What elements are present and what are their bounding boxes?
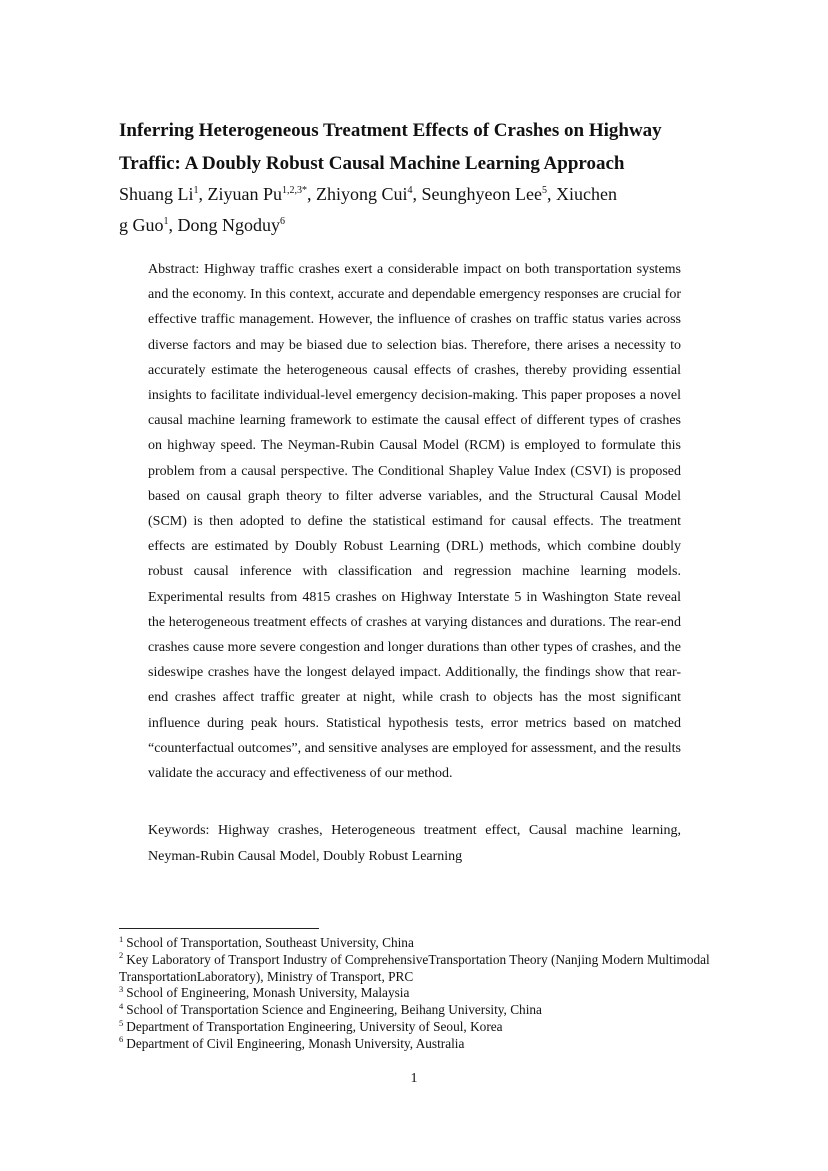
footnote-divider bbox=[119, 928, 319, 929]
footnote-item bbox=[119, 1036, 711, 1053]
footnote-text: Department of Transportation Engineering, University of Seoul, Korea bbox=[126, 1018, 503, 1034]
title-line-1: Inferring Heterogeneous Treatment Effects of Crashes on Highway bbox=[119, 120, 662, 141]
footnote-mark: 2 bbox=[119, 950, 124, 961]
footnote-item bbox=[119, 1019, 711, 1036]
author-name: Ziyuan Pu bbox=[207, 184, 282, 204]
author-name: Shuang Li bbox=[119, 184, 194, 204]
page-number: 1 bbox=[410, 1071, 418, 1086]
author-list bbox=[119, 179, 719, 241]
footnote-mark: 4 bbox=[119, 1000, 124, 1011]
footnote-mark: 6 bbox=[119, 1034, 124, 1045]
footnote-item bbox=[119, 1002, 711, 1019]
footnote-text: School of Transportation Science and Engineering, Beihang University, China bbox=[126, 1002, 542, 1018]
author-name: Zhiyong Cui bbox=[316, 184, 408, 204]
title-line-2: Traffic: A Doubly Robust Causal Machine Learning Approach bbox=[119, 153, 625, 174]
footnote-text: School of Engineering, Monash University, Malaysia bbox=[126, 985, 410, 1001]
author-affiliation: 5 bbox=[541, 185, 547, 196]
author-name: Seunghyeon Lee bbox=[421, 184, 542, 204]
footnote-text: School of Transportation, Southeast University, China bbox=[126, 935, 414, 950]
author-affiliation: 4 bbox=[407, 185, 413, 196]
footnote-mark: 5 bbox=[119, 1017, 124, 1028]
keywords: Keywords: Highway crashes, Heterogeneous treatment effect, Causal machine learning, Neyman-Rubin Causal Model, Doubly Robust Learning bbox=[148, 823, 681, 864]
footnote-item bbox=[119, 952, 711, 986]
author-name-part-1: Xiuchen bbox=[555, 184, 617, 204]
footnote-mark: 3 bbox=[119, 983, 124, 994]
author-line-2: g Guo$^1$, Dong Ngoduy$^6$ bbox=[119, 215, 285, 235]
author-name-part-2: g Guo bbox=[119, 215, 164, 235]
paper-title bbox=[119, 114, 719, 180]
footnote-item bbox=[119, 985, 711, 1002]
author-affiliation: 1 bbox=[163, 216, 169, 227]
author-affiliation: 1,2,3* bbox=[282, 185, 307, 196]
author-affiliation: 6 bbox=[280, 216, 285, 227]
author-name: Dong Ngoduy bbox=[177, 215, 280, 235]
footnote-list bbox=[119, 935, 711, 1053]
footnote-mark: 1 bbox=[119, 933, 124, 944]
footnote-text: Department of Civil Engineering, Monash University, Australia bbox=[126, 1035, 465, 1051]
abstract: Abstract: Highway traffic crashes exert a considerable impact on both transportation systems and the economy. In this context, accurate and dependable emergency responses are crucial for effective traffic management. However, the influence of crashes on traffic status varies across diverse factors and may be biased due to selection bias. Therefore, there arises a necessity to accurately estimate the heterogeneous causal effects of crashes, thereby providing essential insights to facilitate individual-level emergency decision-making. This paper proposes a novel causal machine learning framework to estimate the causal effect of different types of crashes on highway speed. The Neyman-Rubin Causal Model (RCM) is employed to formulate this problem from a causal perspective. The Conditional Shapley Value Index (CSVI) is proposed based on causal graph theory to filter adverse variables, and the Structural Causal Model (SCM) is then adopted to define the statistical estimand for causal effects. The treatment effects are estimated by Doubly Robust Learning (DRL) methods, which combine doubly robust causal inference with classification and regression machine learning models. Experimental results from 4815 crashes on Highway Interstate 5 in Washington State reveal the heterogeneous treatment effects of crashes at varying distances and durations. The rear-end crashes cause more severe congestion and longer durations than other types of crashes, and the sideswipe crashes have the longest delayed impact. Additionally, the findings show that rear-end crashes affect traffic greater at night, while crash to objects has the most significant influence during peak hours. Statistical hypothesis tests, error metrics based on matched “counterfactual outcomes”, and sensitive analyses are employed for assessment, and the results validate the accuracy and effectiveness of our method. bbox=[148, 262, 681, 782]
author-affiliation: 1 bbox=[193, 185, 199, 196]
footnote-text: Key Laboratory of Transport Industry of ComprehensiveTransportation Theory (Nanjing Modern Multimodal TransportationLaboratory), Ministry of Transport, PRC bbox=[119, 951, 710, 984]
author-line-1: Shuang Li$^1$, Ziyuan $Pu^{1,2,3*}$, Zhiyong Cui$^4$, Seunghyeon Lee$^5$, Xiuchen bbox=[119, 184, 617, 204]
footnote-item bbox=[119, 935, 711, 952]
